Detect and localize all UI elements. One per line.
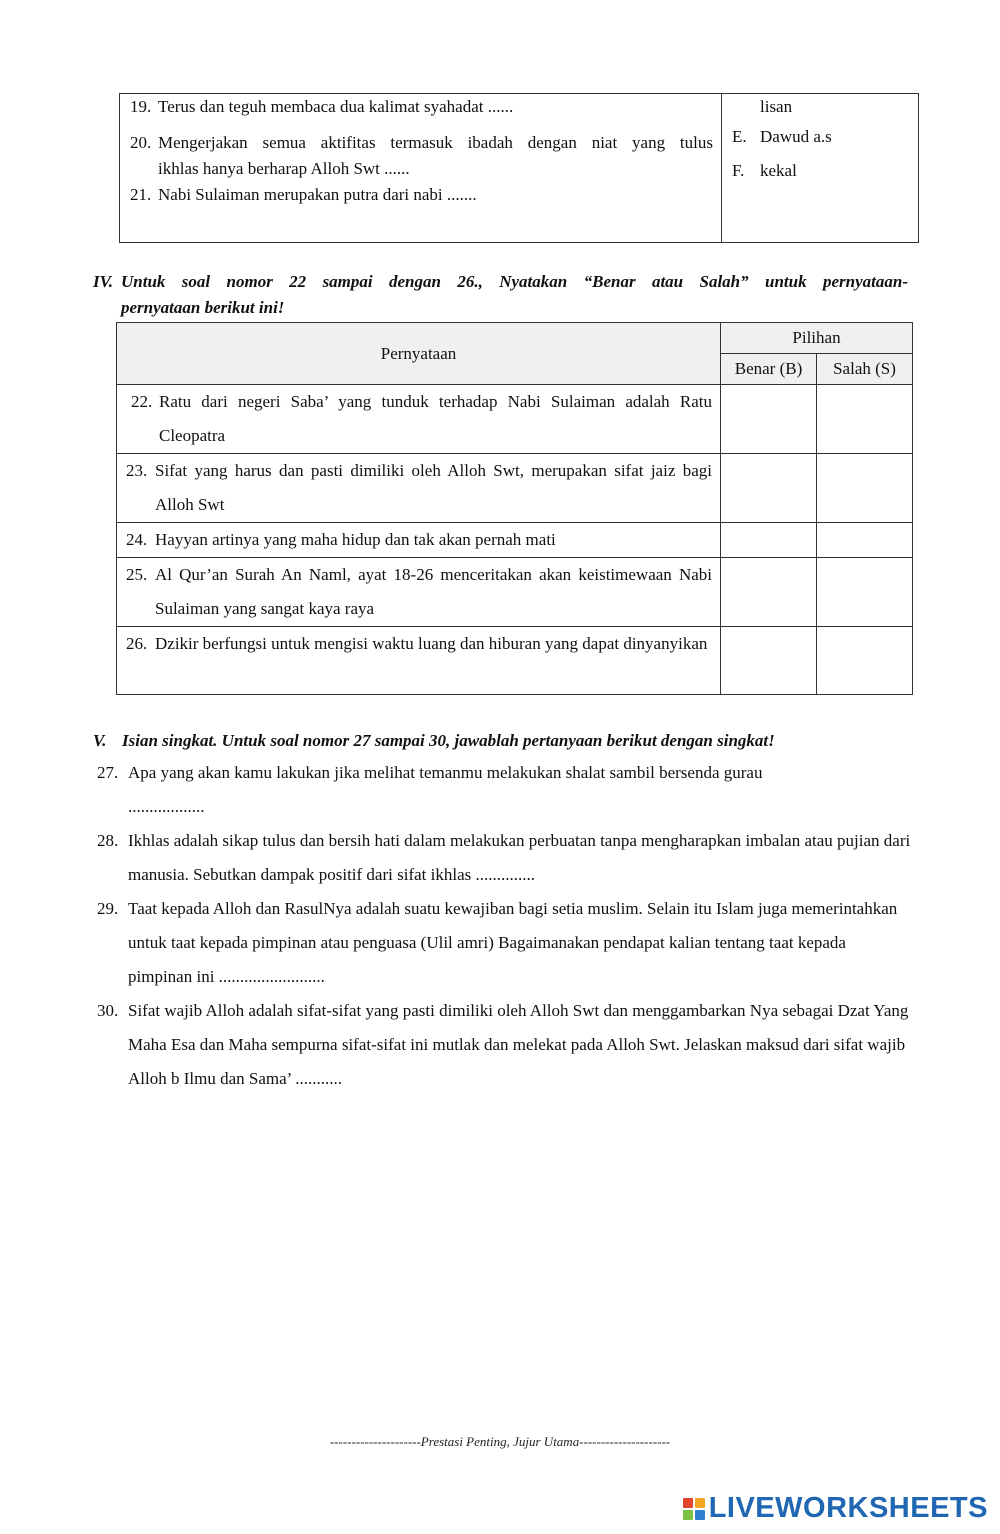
logo-square (695, 1498, 705, 1508)
option-item (722, 120, 918, 154)
section-5-heading (93, 728, 908, 754)
question-number: 21. (130, 185, 152, 204)
option-text: Dawud a.s (760, 127, 832, 146)
liveworksheets-logo[interactable] (683, 1492, 988, 1525)
question-text: Terus dan teguh membaca dua kalimat syahadat ...... (158, 97, 514, 116)
section-numeral: IV. (93, 272, 114, 291)
answer-true-cell[interactable] (721, 558, 817, 627)
question-text: Ikhlas adalah sikap tulus dan bersih hati dalam melakukan perbuatan tanpa mengharapkan imbalan atau pujian dari manusia. Sebutkan dampak positif dari sifat ikhlas .............. (128, 831, 911, 884)
answer-false-cell[interactable] (817, 523, 913, 558)
logo-square (695, 1510, 705, 1520)
statement-number: 25. (126, 565, 148, 584)
section-heading-line1: Untuk soal nomor 22 sampai dengan 26., Nyatakan “Benar atau Salah” untuk pernyataan- (121, 272, 908, 291)
statement-cell (117, 558, 721, 627)
statement-number: 26. (126, 634, 148, 653)
option-letter: E. (732, 127, 747, 146)
header-statement: Pernyataan (117, 323, 721, 385)
matching-options-cell (722, 94, 919, 243)
option-text: kekal (760, 161, 797, 180)
statement-cell (117, 627, 721, 695)
true-false-table (116, 322, 913, 695)
statement-text: Sifat yang harus dan pasti dimiliki oleh Alloh Swt, merupakan sifat jaiz bagi Alloh Swt (155, 461, 712, 514)
statement-cell (117, 523, 721, 558)
section-4-heading (93, 269, 908, 321)
answer-false-cell[interactable] (817, 454, 913, 523)
matching-questions-cell (120, 94, 722, 243)
section-heading-text: Isian singkat. Untuk soal nomor 27 sampai 30, jawablah pertanyaan berikut dengan singkat! (122, 731, 775, 750)
statement-text: Ratu dari negeri Saba’ yang tunduk terhadap Nabi Sulaiman adalah Ratu Cleopatra (159, 392, 712, 445)
question-text: Apa yang akan kamu lakukan jika melihat temanmu melakukan shalat sambil bersenda gurau (128, 763, 763, 782)
statement-cell (117, 385, 721, 454)
section-numeral: V. (93, 731, 107, 750)
question-21 (120, 182, 721, 208)
answer-true-cell[interactable] (721, 385, 817, 454)
question-number: 20. (130, 133, 152, 152)
header-false: Salah (S) (817, 354, 913, 385)
question-number: 27. (97, 763, 119, 782)
logo-square (683, 1498, 693, 1508)
question-text: Sifat wajib Alloh adalah sifat-sifat yang pasti dimiliki oleh Alloh Swt dan menggambarkan Nya sebagai Dzat Yang Maha Esa dan Maha sempurna sifat-sifat ini mutlak dan melekat pada Alloh Swt. Jelaskan maksud dari sifat wajib Alloh b Ilmu dan Sama’ ........... (128, 1001, 909, 1088)
question-text-line2: ikhlas hanya berharap Alloh Swt ...... (158, 159, 410, 178)
short-answer-27 (97, 756, 912, 824)
option-item (722, 94, 918, 120)
answer-false-cell[interactable] (817, 558, 913, 627)
header-true: Benar (B) (721, 354, 817, 385)
short-answer-28 (97, 824, 912, 892)
statement-row-22 (117, 385, 913, 454)
statement-cell (117, 454, 721, 523)
short-answer-29 (97, 892, 912, 994)
short-answer-30 (97, 994, 912, 1096)
answer-blank[interactable]: .................. (128, 797, 205, 816)
question-19 (120, 94, 721, 120)
statement-row-26 (117, 627, 913, 695)
answer-false-cell[interactable] (817, 627, 913, 695)
answer-false-cell[interactable] (817, 385, 913, 454)
statement-text: Al Qur’an Surah An Naml, ayat 18-26 menceritakan akan keistimewaan Nabi Sulaiman yang sangat kaya raya (155, 565, 712, 618)
option-item (722, 154, 918, 188)
logo-square (683, 1510, 693, 1520)
question-number: 19. (130, 97, 152, 116)
footer-motto: ---------------------Prestasi Penting, Jujur Utama--------------------- (329, 1434, 671, 1449)
question-20 (120, 130, 721, 182)
logo-squares-icon (683, 1498, 705, 1520)
statement-number: 22. (131, 392, 153, 411)
option-letter: F. (732, 161, 745, 180)
statement-text: Hayyan artinya yang maha hidup dan tak akan pernah mati (155, 530, 556, 549)
answer-true-cell[interactable] (721, 523, 817, 558)
question-number: 30. (97, 1001, 119, 1020)
section-heading-line2: pernyataan berikut ini! (121, 298, 285, 317)
answer-true-cell[interactable] (721, 627, 817, 695)
statement-number: 24. (126, 530, 148, 549)
statement-row-25 (117, 558, 913, 627)
statement-number: 23. (126, 461, 148, 480)
option-text: lisan (760, 97, 793, 116)
statement-text: Dzikir berfungsi untuk mengisi waktu luang dan hiburan yang dapat dinyanyikan (155, 634, 708, 653)
answer-true-cell[interactable] (721, 454, 817, 523)
question-number: 29. (97, 899, 119, 918)
statement-row-24 (117, 523, 913, 558)
logo-text: LIVEWORKSHEETS (708, 1492, 988, 1524)
statement-row-23 (117, 454, 913, 523)
question-number: 28. (97, 831, 119, 850)
question-text: Taat kepada Alloh dan RasulNya adalah suatu kewajiban bagi setia muslim. Selain itu Islam juga memerintahkan untuk taat kepada pimpinan atau penguasa (Ulil amri) Bagaimanakan pendapat kalian tentang taat kepada pimpinan ini ......................... (128, 899, 898, 986)
question-text-line1: Mengerjakan semua aktifitas termasuk ibadah dengan niat yang tulus (158, 133, 713, 152)
header-choice: Pilihan (721, 323, 913, 354)
question-text: Nabi Sulaiman merupakan putra dari nabi ....... (158, 185, 477, 204)
matching-table (119, 93, 919, 243)
